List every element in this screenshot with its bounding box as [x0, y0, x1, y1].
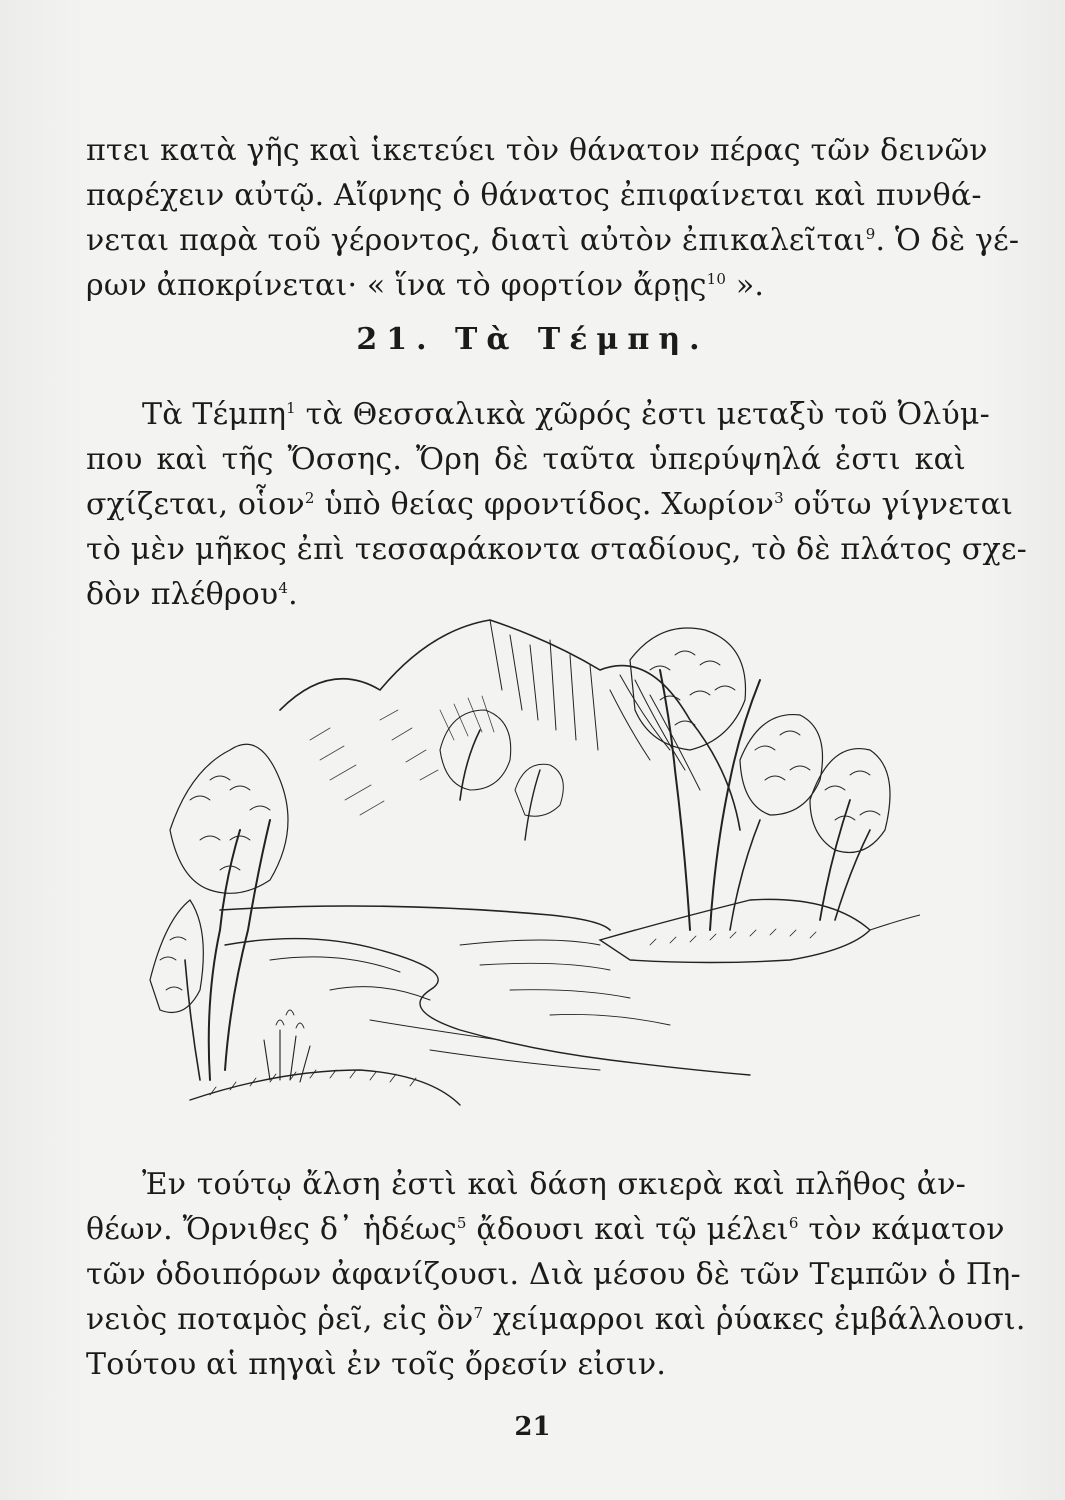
text-segment: ρων ἀποκρίνεται· « ἵνα τὸ φορτίον ἄρῃς [86, 268, 707, 303]
text-segment: τὸν κάματον [798, 1212, 1005, 1247]
text-segment: σχίζεται, οἷον [86, 487, 305, 522]
paragraph-tempe-intro [86, 392, 1027, 617]
text-line: πτει κατὰ γῆς καὶ ἱκετεύει τὸν θάνατον πέρας τῶν δεινῶν [86, 133, 988, 168]
text-segment: νεται παρὰ τοῦ γέροντος, διατὶ αὐτὸν ἐπικαλεῖται [86, 223, 866, 258]
text-segment: ὑπὸ θείας φροντίδος. Χωρίον [314, 487, 775, 522]
footnote-marker: 6 [788, 1214, 799, 1232]
text-segment: . [288, 577, 298, 612]
tempe-valley-illustration [130, 600, 920, 1110]
text-segment: νειὸς ποταμὸς ῥεῖ, εἰς ὃν [86, 1302, 474, 1337]
footnote-marker: 2 [304, 489, 315, 507]
text-line [86, 392, 990, 437]
text-segment: τὰ Θεσσαλικὰ χῶρός ἐστι μεταξὺ τοῦ Ὀλύμ- [295, 397, 990, 432]
text-line: τὸ μὲν μῆκος ἐπὶ τεσσαράκοντα σταδίους, τὸ δὲ πλάτος σχε- [86, 532, 1027, 567]
text-segment: ᾄδουσι καὶ τῷ μέλει [466, 1212, 789, 1247]
paragraph-tempe-description [86, 1162, 1026, 1387]
text-line: Ἐν τούτῳ ἄλση ἐστὶ καὶ δάση σκιερὰ καὶ πλῆθος ἀν- [142, 1167, 966, 1202]
text-segment: . Ὁ δὲ γέ- [875, 223, 1020, 258]
footnote-marker: 5 [456, 1214, 467, 1232]
footnote-marker: 1 [286, 399, 296, 417]
text-segment: Τὰ Τέμπη [142, 397, 287, 432]
footnote-marker: 3 [774, 489, 784, 507]
footnote-marker: 4 [278, 579, 289, 597]
page-number: 21 [514, 1412, 551, 1442]
footnote-marker: 10 [706, 270, 727, 288]
text-line: που καὶ τῆς Ὄσσης. Ὄρη δὲ ταῦτα ὑπερύψηλά ἐστι καὶ [86, 442, 966, 477]
top-paragraph [86, 128, 1020, 308]
text-segment: θέων. Ὄρνιθες δ᾿ ἡδέως [86, 1212, 457, 1247]
text-line: παρέχειν αὐτῷ. Αἴφνης ὁ θάνατος ἐπιφαίνεται καὶ πυνθά- [86, 178, 982, 213]
text-segment: χείμαρροι καὶ ῥύακες ἐμβάλλουσι. [483, 1302, 1026, 1337]
text-line: τῶν ὁδοιπόρων ἀφανίζουσι. Διὰ μέσου δὲ τῶν Τεμπῶν ὁ Πη- [86, 1257, 1021, 1292]
text-line [86, 1297, 1026, 1342]
chapter-heading: 21. Τὰ Τέμπη. [356, 322, 709, 357]
text-segment: οὕτω γίγνεται [783, 487, 1014, 522]
footnote-marker: 7 [473, 1304, 484, 1322]
text-line [86, 263, 966, 308]
text-line: Τούτου αἱ πηγαὶ ἐν τοῖς ὄρεσίν εἰσιν. [86, 1347, 667, 1382]
text-line [86, 482, 1014, 527]
text-segment: ». [726, 268, 765, 303]
text-line [86, 1207, 1005, 1252]
footnote-marker: 9 [865, 225, 876, 243]
text-segment: δὸν πλέθρου [86, 577, 279, 612]
text-line [86, 218, 1020, 263]
